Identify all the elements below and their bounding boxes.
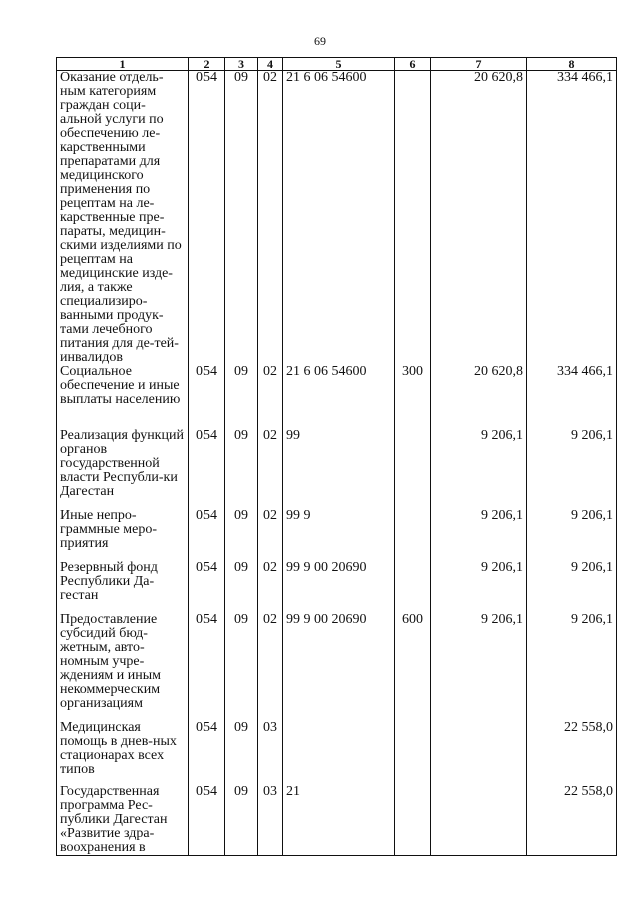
column-header-5: 5 bbox=[283, 58, 395, 71]
col8-value: 334 466,1 bbox=[527, 71, 617, 366]
row-name: Иные непро-граммные меро-приятия bbox=[57, 509, 189, 561]
column-header-6: 6 bbox=[395, 58, 431, 71]
col5-value: 99 bbox=[283, 429, 395, 509]
col7-value bbox=[431, 785, 527, 856]
col5-value: 21 6 06 54600 bbox=[283, 365, 395, 429]
table-row bbox=[57, 509, 617, 561]
table-row bbox=[57, 721, 617, 785]
col3-value: 09 bbox=[225, 365, 258, 429]
table-header-row bbox=[57, 58, 617, 71]
col8-value: 22 558,0 bbox=[527, 785, 617, 856]
col6-value bbox=[395, 509, 431, 561]
col5-value: 99 9 bbox=[283, 509, 395, 561]
col2-value: 054 bbox=[189, 509, 225, 561]
col4-value: 02 bbox=[258, 71, 283, 366]
column-header-3: 3 bbox=[225, 58, 258, 71]
row-name: Реализация функций органов государственной власти Республи-ки Дагестан bbox=[57, 429, 189, 509]
col4-value: 02 bbox=[258, 561, 283, 613]
table-row bbox=[57, 613, 617, 721]
col7-value: 9 206,1 bbox=[431, 561, 527, 613]
col3-value: 09 bbox=[225, 613, 258, 721]
table-row bbox=[57, 561, 617, 613]
col3-value: 09 bbox=[225, 429, 258, 509]
table-row bbox=[57, 785, 617, 856]
col6-value bbox=[395, 71, 431, 366]
col6-value bbox=[395, 429, 431, 509]
col8-value: 334 466,1 bbox=[527, 365, 617, 429]
row-name: Предоставление субсидий бюд-жетным, авто-номным учре-ждениям и иным некоммерческим организациям bbox=[57, 613, 189, 721]
budget-table bbox=[56, 57, 617, 856]
col4-value: 02 bbox=[258, 429, 283, 509]
col2-value: 054 bbox=[189, 721, 225, 785]
col6-value bbox=[395, 721, 431, 785]
col5-value: 99 9 00 20690 bbox=[283, 561, 395, 613]
col4-value: 03 bbox=[258, 721, 283, 785]
col4-value: 02 bbox=[258, 613, 283, 721]
col2-value: 054 bbox=[189, 785, 225, 856]
col6-value: 300 bbox=[395, 365, 431, 429]
col8-value: 9 206,1 bbox=[527, 429, 617, 509]
row-name: Социальное обеспечение и иные выплаты населению bbox=[57, 365, 189, 429]
col2-value: 054 bbox=[189, 71, 225, 366]
column-header-2: 2 bbox=[189, 58, 225, 71]
col7-value: 20 620,8 bbox=[431, 365, 527, 429]
col6-value bbox=[395, 561, 431, 613]
col8-value: 9 206,1 bbox=[527, 613, 617, 721]
col3-value: 09 bbox=[225, 785, 258, 856]
col3-value: 09 bbox=[225, 71, 258, 366]
col7-value: 9 206,1 bbox=[431, 429, 527, 509]
column-header-1: 1 bbox=[57, 58, 189, 71]
row-name: Медицинская помощь в днев-ных стационарах всех типов bbox=[57, 721, 189, 785]
row-name: Оказание отдель-ным категориям граждан соци-альной услуги по обеспечению ле-карственными препаратами для медицинского применения по рецептам на ле-карственные пре-параты, медицин-скими изделиями по рецептам на медицинские изде-лия, а также специализиро-ванными продук-тами лечебного питания для де-тей-инвалидов bbox=[57, 71, 189, 366]
column-header-7: 7 bbox=[431, 58, 527, 71]
page-number: 69 bbox=[314, 34, 326, 48]
col5-value: 21 bbox=[283, 785, 395, 856]
col7-value: 9 206,1 bbox=[431, 613, 527, 721]
col7-value: 20 620,8 bbox=[431, 71, 527, 366]
col8-value: 9 206,1 bbox=[527, 561, 617, 613]
col2-value: 054 bbox=[189, 365, 225, 429]
col6-value: 600 bbox=[395, 613, 431, 721]
col5-value: 21 6 06 54600 bbox=[283, 71, 395, 366]
row-name: Резервный фонд Республики Да-гестан bbox=[57, 561, 189, 613]
col5-value bbox=[283, 721, 395, 785]
table-row bbox=[57, 71, 617, 366]
col4-value: 02 bbox=[258, 365, 283, 429]
col3-value: 09 bbox=[225, 721, 258, 785]
col2-value: 054 bbox=[189, 561, 225, 613]
col2-value: 054 bbox=[189, 429, 225, 509]
col8-value: 22 558,0 bbox=[527, 721, 617, 785]
col8-value: 9 206,1 bbox=[527, 509, 617, 561]
col5-value: 99 9 00 20690 bbox=[283, 613, 395, 721]
col3-value: 09 bbox=[225, 561, 258, 613]
col3-value: 09 bbox=[225, 509, 258, 561]
col6-value bbox=[395, 785, 431, 856]
col4-value: 03 bbox=[258, 785, 283, 856]
table-row bbox=[57, 429, 617, 509]
col4-value: 02 bbox=[258, 509, 283, 561]
table-row bbox=[57, 365, 617, 429]
column-header-4: 4 bbox=[258, 58, 283, 71]
column-header-8: 8 bbox=[527, 58, 617, 71]
col2-value: 054 bbox=[189, 613, 225, 721]
col7-value bbox=[431, 721, 527, 785]
row-name: Государственная программа Рес-публики Дагестан «Развитие здра-воохранения в bbox=[57, 785, 189, 856]
col7-value: 9 206,1 bbox=[431, 509, 527, 561]
